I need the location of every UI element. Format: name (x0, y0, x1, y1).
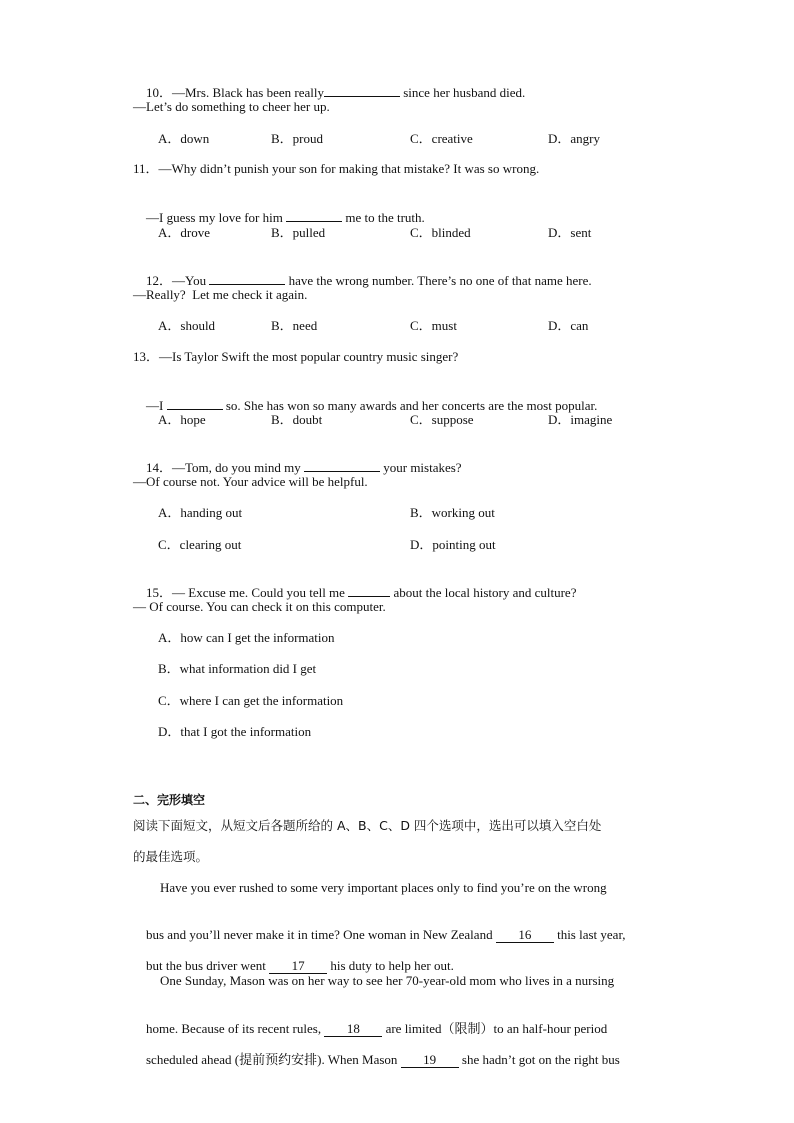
option-d: D．imagine (548, 412, 613, 427)
option-a: A．should (158, 318, 216, 333)
passage-text: bus and you’ll never make it in time? One woman in New Zealand (146, 927, 496, 942)
question-text: have the wrong number. There’s no one of that name here. (285, 273, 592, 288)
question-text: 12．—You (146, 273, 210, 288)
option-d: D．that I got the information (158, 724, 312, 739)
passage-line: One Sunday, Mason was on her way to see her 70-year-old mom who lives in a nursing (160, 973, 615, 988)
answer-blank (209, 272, 285, 285)
question-text: 14．—Tom, do you mind my (146, 460, 304, 475)
cloze-blank-16: 16 (496, 928, 554, 943)
reply-text: —I (146, 398, 167, 413)
option-a: A．how can I get the information (158, 630, 335, 645)
option-c: C．suppose (410, 412, 474, 427)
option-c: C．clearing out (158, 537, 242, 552)
reply-text: me to the truth. (342, 210, 425, 225)
cloze-blank-18: 18 (324, 1022, 382, 1037)
section-instruction: 的最佳选项。 (133, 849, 209, 864)
answer-blank (324, 84, 400, 97)
option-c: C．where I can get the information (158, 693, 344, 708)
question-text: 15．— Excuse me. Could you tell me (146, 585, 349, 600)
option-c: C．must (410, 318, 457, 333)
option-b: B．doubt (271, 412, 323, 427)
option-a: A．hope (158, 412, 206, 427)
option-a: A．handing out (158, 505, 243, 520)
answer-blank (304, 459, 380, 472)
answer-blank (348, 584, 390, 597)
option-b: B．what information did I get (158, 661, 317, 676)
option-c: C．blinded (410, 225, 471, 240)
option-a: A．down (158, 131, 210, 146)
reply-14: —Of course not. Your advice will be helpful. (133, 474, 368, 489)
option-b: B．working out (410, 505, 495, 520)
answer-blank (167, 397, 223, 410)
passage-text: home. Because of its recent rules, (146, 1021, 325, 1036)
option-a: A．drove (158, 225, 210, 240)
passage-text: she hadn’t got on the right bus (458, 1052, 620, 1067)
option-d: D．sent (548, 225, 592, 240)
option-c: C．creative (410, 131, 473, 146)
question-text: since her husband died. (399, 85, 526, 100)
question-text: about the local history and culture? (390, 585, 577, 600)
answer-blank (286, 209, 342, 222)
passage-text: but the bus driver went (146, 958, 270, 973)
passage-text: his duty to help her out. (327, 958, 454, 973)
section-instruction: 阅读下面短文，从短文后各题所给的 A、B、C、D 四个选项中，选出可以填入空白处 (133, 818, 602, 833)
option-d: D．pointing out (410, 537, 496, 552)
reply-15: — Of course. You can check it on this computer. (133, 599, 386, 614)
passage-text: this last year, (553, 927, 626, 942)
passage-line: Have you ever rushed to some very important places only to find you’re on the wrong (160, 880, 607, 895)
cloze-blank-19: 19 (401, 1053, 459, 1068)
question-13: 13．—Is Taylor Swift the most popular country music singer? (133, 349, 459, 364)
passage-line (133, 1036, 620, 1084)
question-text: 10．—Mrs. Black has been really (146, 85, 324, 100)
question-text: your mistakes? (379, 460, 462, 475)
option-b: B．need (271, 318, 318, 333)
passage-text: are limited（限制）to an half-hour period (382, 1021, 608, 1036)
section-title: 二、完形填空 (133, 793, 206, 807)
passage-text: scheduled ahead (提前预约安排). When Mason (146, 1052, 401, 1067)
reply-12: —Really? Let me check it again. (133, 287, 308, 302)
question-11: 11．—Why didn’t punish your son for making that mistake? It was so wrong. (133, 161, 540, 176)
reply-10: —Let’s do something to cheer her up. (133, 99, 330, 114)
cloze-blank-17: 17 (269, 959, 327, 974)
option-d: D．angry (548, 131, 600, 146)
option-b: B．pulled (271, 225, 326, 240)
option-b: B．proud (271, 131, 324, 146)
reply-text: so. She has won so many awards and her concerts are the most popular. (222, 398, 598, 413)
option-d: D．can (548, 318, 589, 333)
reply-text: —I guess my love for him (146, 210, 287, 225)
